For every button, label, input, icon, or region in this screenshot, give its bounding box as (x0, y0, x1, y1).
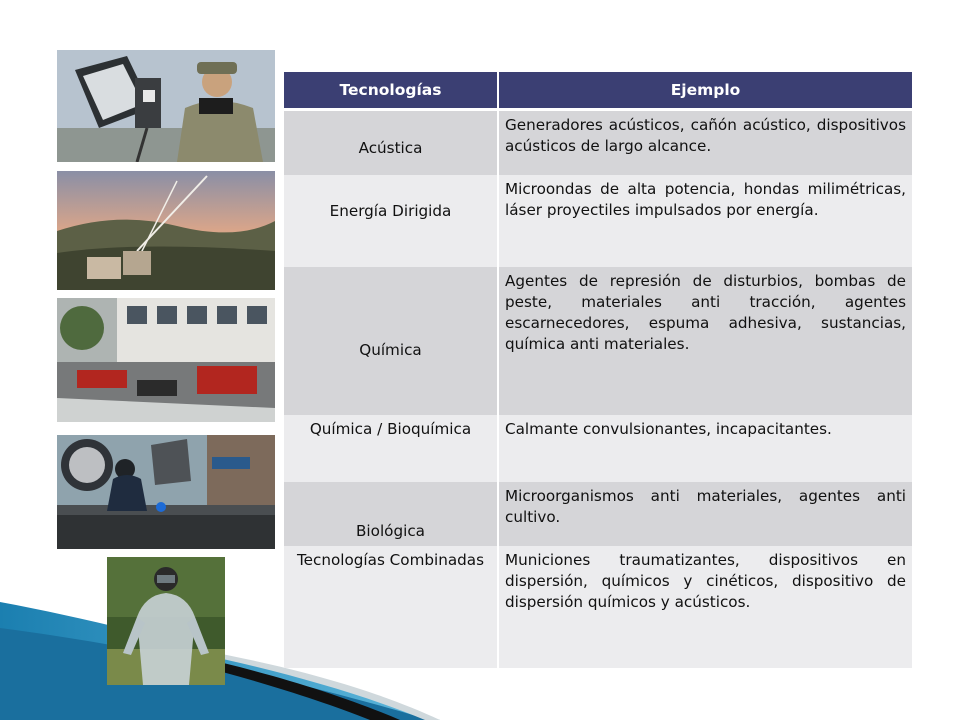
chemical-incident-street-photo (57, 298, 275, 422)
example-cell: Calmante convulsionantes, incapacitantes. (498, 415, 912, 482)
tech-cell: Biológica (284, 482, 498, 546)
example-cell: Agentes de represión de disturbios, bombas de peste, materiales anti tracción, agentes escarnecedores, espuma adhesiva, sustancias, química anti materiales. (498, 267, 912, 415)
header-example: Ejemplo (498, 72, 912, 110)
example-cell: Microorganismos anti materiales, agentes anti cultivo. (498, 482, 912, 546)
table-row (284, 415, 912, 482)
directed-energy-landscape-photo (57, 171, 275, 290)
example-cell: Generadores acústicos, cañón acústico, dispositivos acústicos de largo alcance. (498, 110, 912, 175)
table-row (284, 482, 912, 546)
example-cell: Municiones traumatizantes, dispositivos en dispersión, químicos y cinéticos, dispositivo de dispersión químicos y acústicos. (498, 546, 912, 668)
tech-cell: Tecnologías Combinadas (284, 546, 498, 668)
soldier-acoustic-device-photo (57, 50, 275, 162)
table-row (284, 546, 912, 668)
tech-cell: Química / Bioquímica (284, 415, 498, 482)
table-row (284, 267, 912, 415)
tech-cell: Acústica (284, 110, 498, 175)
protective-suit-photo (107, 557, 225, 685)
tech-cell: Química (284, 267, 498, 415)
table-row (284, 110, 912, 175)
riot-police-vehicle-photo (57, 435, 275, 549)
table-header-row (284, 72, 912, 110)
example-cell: Microondas de alta potencia, hondas milimétricas, láser proyectiles impulsados por energía. (498, 175, 912, 267)
technologies-table (284, 72, 912, 668)
tech-cell: Energía Dirigida (284, 175, 498, 267)
table-row (284, 175, 912, 267)
header-technologies: Tecnologías (284, 72, 498, 110)
